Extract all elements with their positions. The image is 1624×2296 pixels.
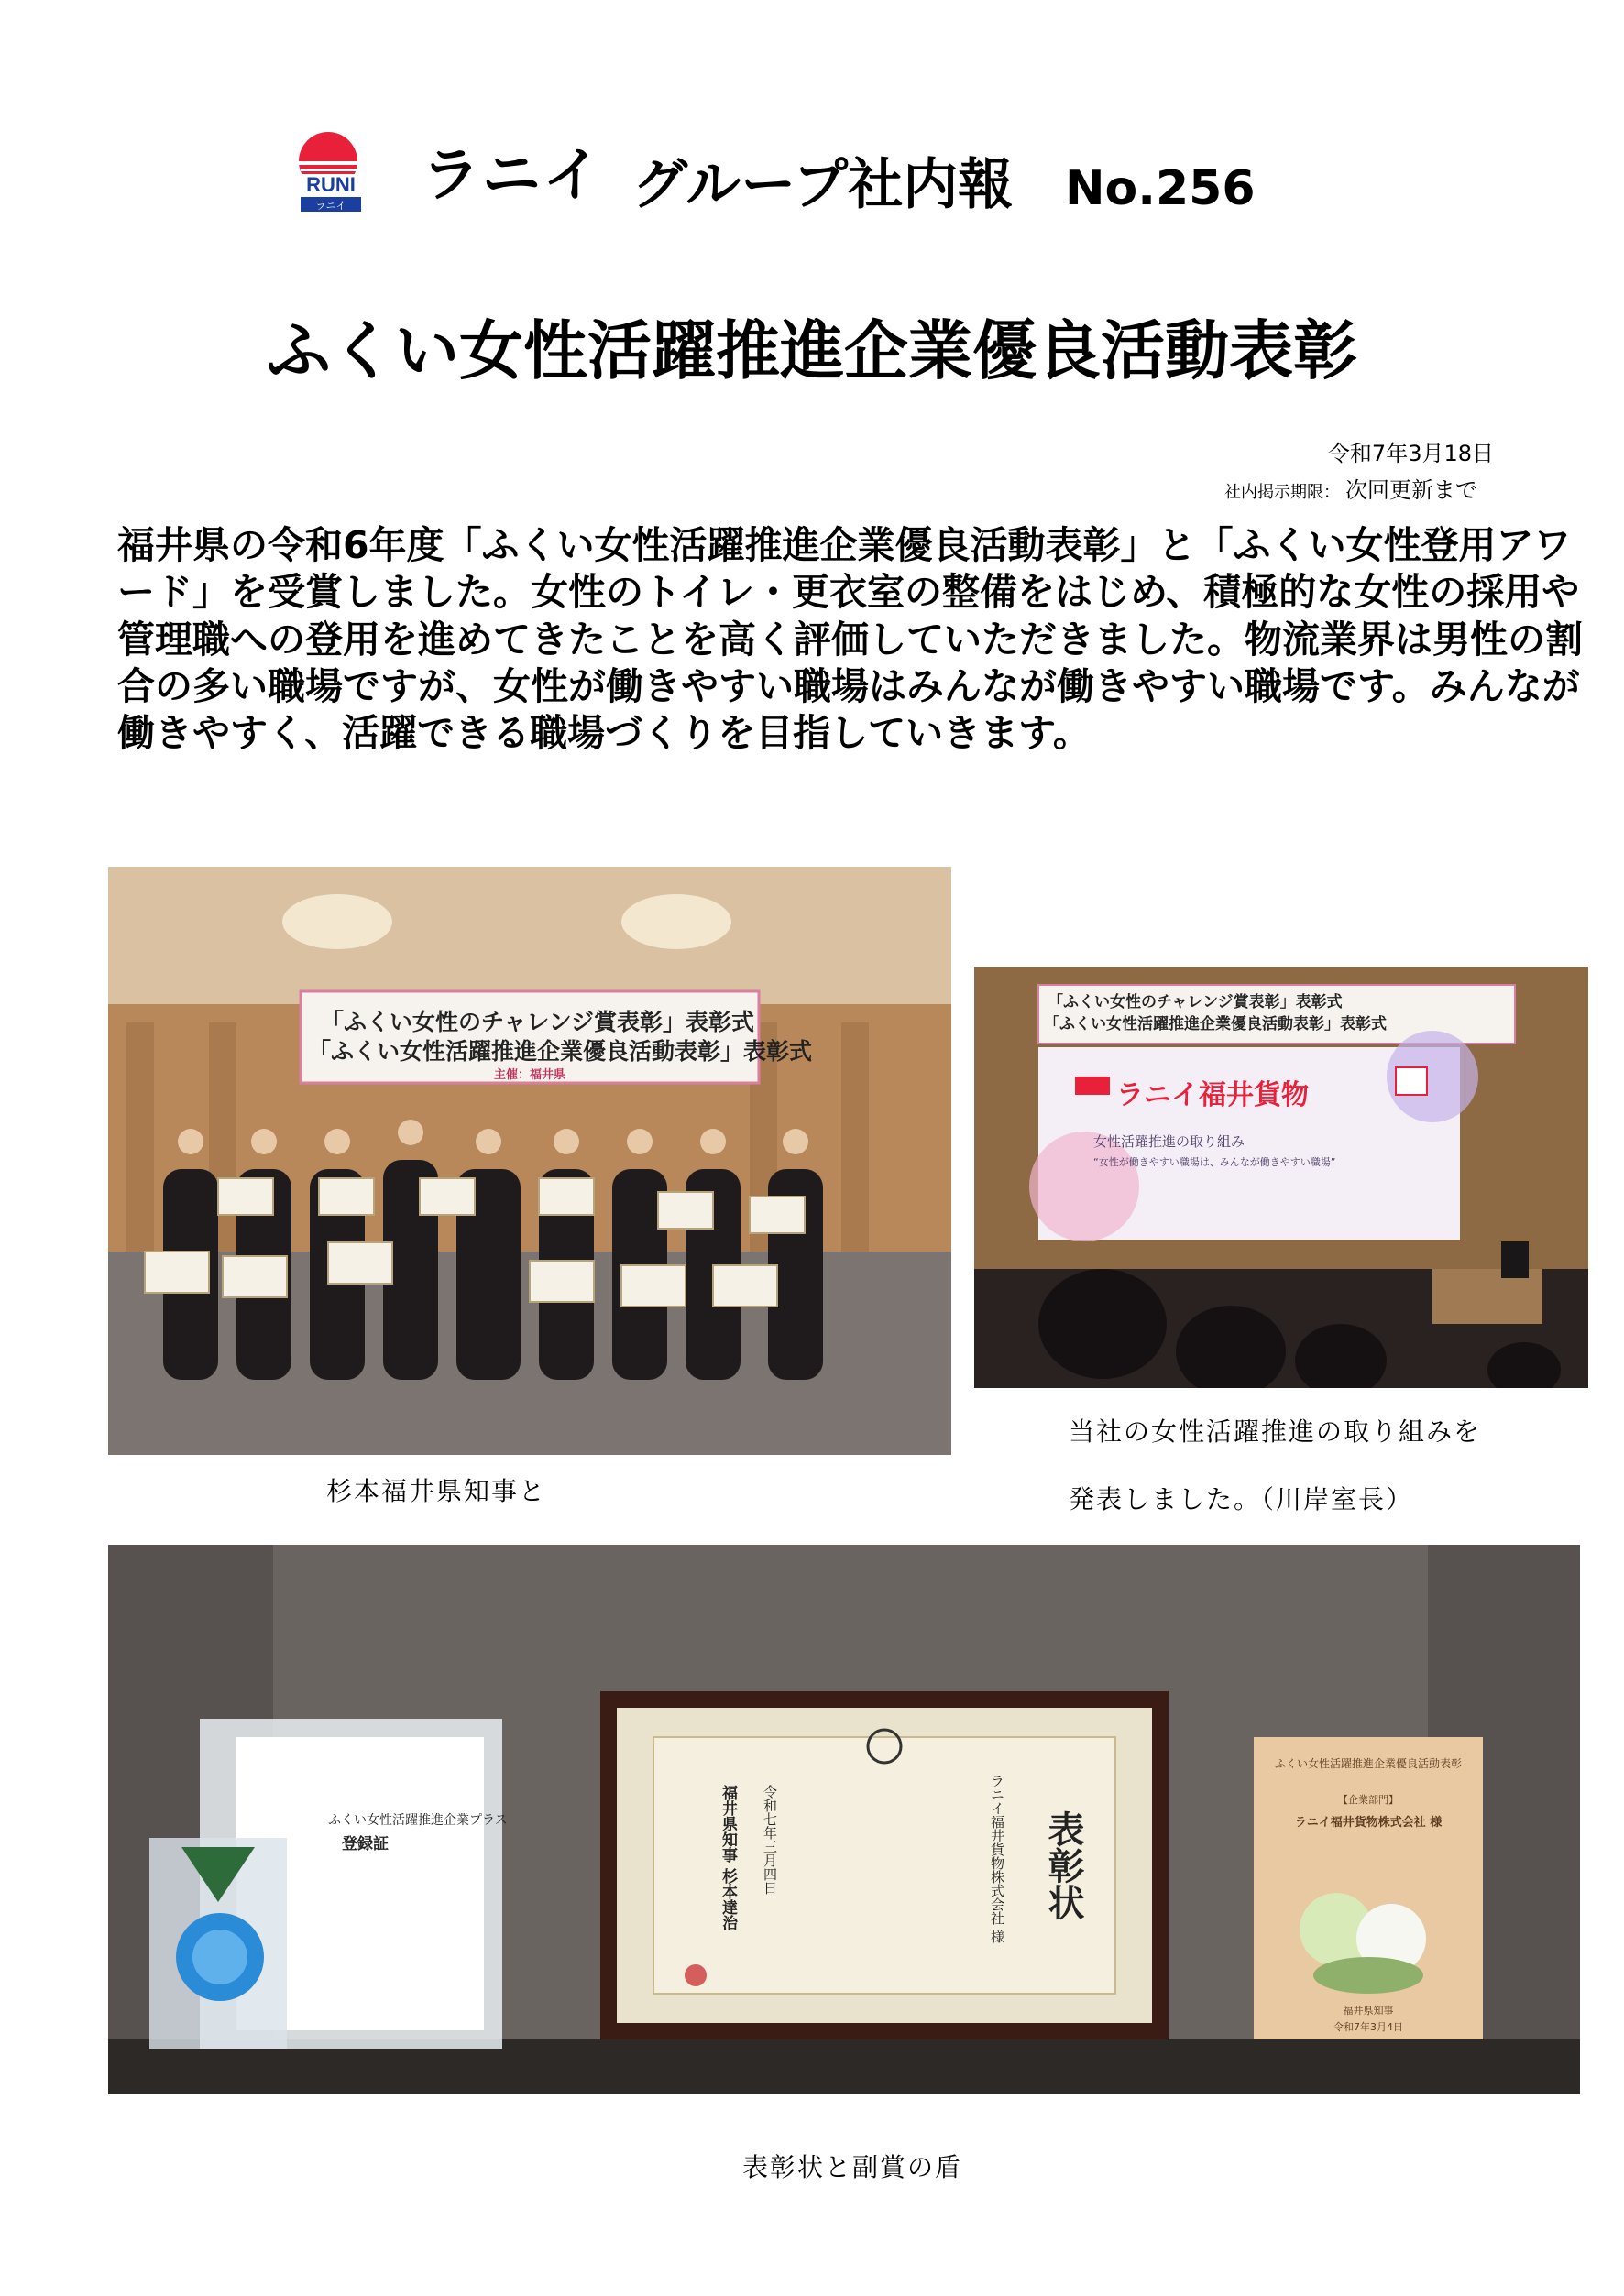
ceremony-banner-sub: 主催：福井県 (493, 1068, 565, 1082)
issue-date: 令和7年3月18日 (1327, 441, 1494, 466)
posting-value: 次回更新まで (1345, 477, 1477, 503)
awards-photo (108, 1545, 1580, 2094)
certificate-recipient: ラニイ福井貨物株式会社 様 (989, 1774, 1005, 1943)
presentation-caption (1069, 1416, 1481, 1517)
posting-period (1008, 472, 1477, 504)
presentation-caption-line1: 当社の女性活躍推進の取り組みを (1069, 1416, 1482, 1447)
presentation-caption-line2: 発表しました。（川岸室長） (1069, 1484, 1414, 1515)
runi-logo (291, 128, 370, 214)
lead-paragraph: 福井県の令和6年度「ふくい女性活躍推進企業優良活動表彰」と「ふくい女性登用アワード」を受賞しました。女性のトイレ・更衣室の整備をはじめ、積極的な女性の採用や管理職への登用を進めてきたことを高く評価していただきました。物流業界は男性の割合の多い職場ですが、女性が働きやすい職場はみんなが働きやすい職場です。みんなが働きやすく、活躍できる職場づくりを目指していきます。 (117, 523, 1583, 755)
ceremony-caption: 杉本福井県知事と (326, 1476, 547, 1506)
slide-company: ラニイ福井貨物 (1116, 1079, 1309, 1111)
logo-subtext: ラニイ (315, 200, 346, 212)
plaque-date: 令和7年3月4日 (1333, 2021, 1403, 2033)
registration-title: ふくい女性活躍推進企業プラス (328, 1813, 508, 1828)
plaque-title: ふくい女性活躍推進企業優良活動表彰 (1274, 1757, 1462, 1770)
logo-text: RUNI (306, 173, 356, 196)
presentation-photo (974, 967, 1588, 1388)
article-title: ふくい女性活躍推進企業優良活動表彰 (267, 313, 1357, 388)
newsletter-title: グループ社内報 (632, 153, 1014, 217)
presentation-banner-line1: 「ふくい女性のチャレンジ賞表彰」表彰式 (1048, 993, 1343, 1011)
ceremony-photo (108, 867, 951, 1455)
issue-number: No.256 (1065, 161, 1256, 216)
certificate-issuer: 福井県知事 杉本達治 (719, 1785, 737, 1930)
awards-caption: 表彰状と副賞の盾 (742, 2152, 963, 2182)
brand-name: ラニイ (422, 142, 603, 210)
slide-title: 女性活躍推進の取り組み (1093, 1133, 1245, 1150)
posting-label: 社内掲示期限： (1224, 483, 1340, 502)
plaque-recipient: ラニイ福井貨物株式会社 様 (1294, 1816, 1443, 1830)
certificate-heading: 表彰状 (1042, 1810, 1084, 1920)
plaque-division: 【企業部門】 (1338, 1794, 1399, 1806)
ceremony-banner-line1: 「ふくい女性のチャレンジ賞表彰」表彰式 (321, 1009, 755, 1035)
presentation-banner-line2: 「ふくい女性活躍推進企業優良活動表彰」表彰式 (1044, 1015, 1387, 1033)
plaque-issuer: 福井県知事 (1343, 2005, 1394, 2017)
registration-heading: 登録証 (342, 1835, 389, 1853)
ceremony-banner-line2: 「ふくい女性活躍推進企業優良活動表彰」表彰式 (308, 1038, 813, 1065)
slide-subtitle: “女性が働きやすい職場は、みんなが働きやすい職場” (1093, 1156, 1336, 1168)
certificate-date: 令和七年三月四日 (762, 1785, 778, 1895)
